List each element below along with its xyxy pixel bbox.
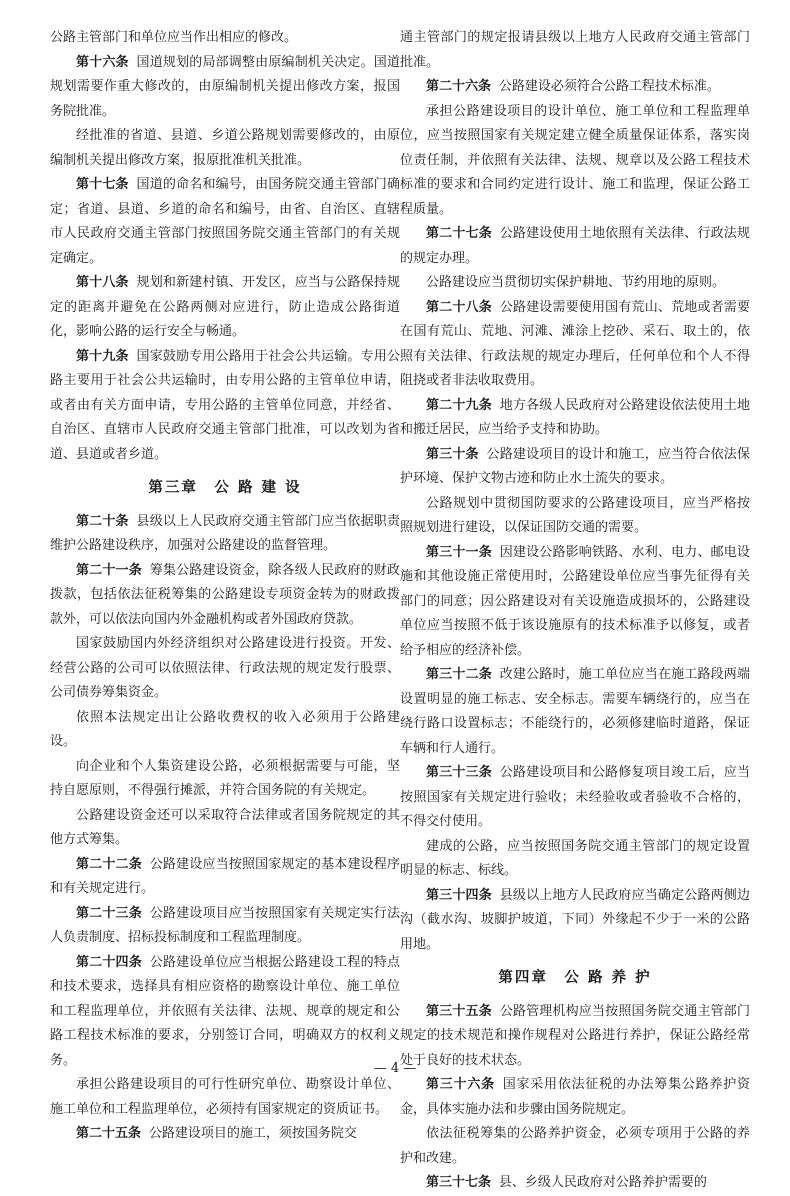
article-number: 第三十五条: [426, 1003, 492, 1019]
article-number: 第十九条: [76, 348, 129, 364]
article-text: 公路建设项目的施工，须按国务院交: [148, 1126, 357, 1141]
article-number: 第十八条: [76, 275, 129, 290]
article-text: 改建公路时，施工单位应当在施工路段两端设置明显的施工标志、安全标志。需要车辆绕行的，应当在绕行路口设置标志；不能绕行的，必须修建临时道路，保证车辆和行人通行。: [400, 667, 750, 756]
article-34: [400, 884, 750, 958]
article-number: 第二十五条: [76, 1126, 142, 1141]
article-31: [400, 541, 750, 664]
article-number: 第十七条: [76, 177, 129, 192]
paragraph: 通主管部门的规定报请县级以上地方人民政府交通主管部门批准。: [400, 30, 750, 70]
article-text: 公路建设使用土地依照有关法律、行政法规的规定办理。: [400, 226, 750, 266]
article-number: 第二十六条: [426, 79, 492, 94]
paragraph: 承担公路建设项目的设计单位、施工单位和工程监理单位，应当按照国家有关规定建立健全质量保证体系，落实岗位责任制，并依照有关法律、法规、规章以及公路工程技术标准的要求和合同约定进行设计、施工和监理，保证公路工程质量。: [400, 103, 750, 217]
paragraph: 向企业和个人集资建设公路，必须根据需要与可能，坚持自愿原则，不得强行摊派，并符合国务院的有关规定。: [50, 758, 400, 798]
page-number: — 4 —: [373, 1061, 417, 1076]
right-column: [400, 26, 750, 1196]
chapter-heading: 第四章 公 路 养 护: [498, 970, 652, 986]
article-text: 筹集公路建设资金，除各级人民政府的财政拨款，包括依法征税筹集的公路建设专项资金转为的财政拨款外，可以依法向国内外金融机构或者外国政府贷款。: [50, 562, 400, 627]
paragraph: 公路主管部门和单位应当作出相应的修改。: [50, 30, 298, 45]
article-text: 县级以上地方人民政府应当确定公路两侧边沟（截水沟、坡脚护坡道，下同）外缘起不少于一米的公路用地。: [400, 887, 750, 952]
article-17: [50, 173, 400, 271]
article-number: 第二十条: [76, 513, 129, 529]
paragraph: 国家鼓励国内外经济组织对公路建设进行投资。开发、经营公路的公司可以依照法律、行政法规的规定发行股票、公司债券筹集资金。: [50, 636, 400, 700]
paragraph: 依照本法规定出让公路收费权的收入必须用于公路建设。: [50, 709, 400, 749]
article-25: [50, 1122, 400, 1147]
paragraph: 公路建设应当贯彻切实保护耕地、节约用地的原则。: [426, 275, 726, 290]
article-number: 第二十七条: [426, 226, 492, 241]
article-text: 公路建设需要使用国有荒山、荒地或者需要在国有荒山、荒地、河滩、滩涂上挖砂、采石、取土的，依照有关法律、行政法规的规定办理后，任何单位和个人不得阻挠或者非法收取费用。: [400, 299, 750, 388]
article-text: 规划和新建村镇、开发区，应当与公路保持规定的距离并避免在公路两侧对应进行，防止造成公路街道化，影响公路的运行安全与畅通。: [50, 275, 400, 339]
article-text: 公路建设应当按照国家规定的基本建设程序和有关规定进行。: [50, 856, 400, 896]
article-21: [50, 559, 400, 633]
article-text: 公路建设单位应当根据公路建设工程的特点和技术要求，选择具有相应资格的勘察设计单位、施工单位和工程监理单位，并依照有关法律、法规、规章的规定和公路工程技术标准的要求，分别签订合同，明确双方的权利义务。: [50, 954, 400, 1068]
article-number: 第二十八条: [426, 299, 492, 315]
article-27: [400, 222, 750, 271]
article-text: 县级以上人民政府交通主管部门应当依据职责维护公路建设秩序，加强对公路建设的监督管理。: [50, 513, 400, 553]
article-number: 第三十七条: [426, 1175, 492, 1190]
chapter-heading: 第三章 公 路 建 设: [148, 480, 302, 496]
article-19: [50, 345, 400, 468]
article-number: 第二十二条: [76, 856, 142, 872]
article-text: 国道规划的局部调整由原编制机关决定。国道规划需要作重大修改的，由原编制机关提出修改方案，报国务院批准。: [50, 54, 400, 119]
article-number: 第三十条: [426, 446, 479, 462]
article-20: [50, 510, 400, 559]
article-number: 第二十三条: [76, 905, 142, 921]
article-number: 第三十六条: [426, 1077, 495, 1092]
article-36: [400, 1073, 750, 1122]
article-text: 公路建设项目的设计和施工，应当符合依法保护环境、保护文物古迹和防止水土流失的要求。: [400, 446, 750, 486]
article-28: [400, 296, 750, 394]
article-number: 第三十四条: [426, 887, 492, 903]
article-32: [400, 663, 750, 761]
article-number: 第二十九条: [426, 397, 492, 413]
article-29: [400, 394, 750, 443]
paragraph: 经批准的省道、县道、乡道公路规划需要修改的，由原编制机关提出修改方案，报原批准机关批准。: [50, 128, 400, 168]
article-number: 第三十三条: [426, 765, 492, 780]
article-number: 第二十四条: [76, 954, 142, 970]
article-37: [400, 1171, 750, 1196]
article-24: [50, 951, 400, 1074]
left-column: [50, 26, 400, 1147]
paragraph: 依法征税筹集的公路养护资金，必须专项用于公路的养护和改建。: [400, 1126, 750, 1166]
article-26: [400, 75, 750, 100]
article-text: 公路建设必须符合公路工程技术标准。: [498, 79, 720, 94]
paragraph: 承担公路建设项目的可行性研究单位、勘察设计单位、施工单位和工程监理单位，必须持有国家规定的资质证书。: [50, 1077, 400, 1117]
paragraph: 公路建设资金还可以采取符合法律或者国务院规定的其他方式筹集。: [50, 807, 400, 847]
article-16: [50, 51, 400, 125]
article-text: 国家采用依法征税的办法筹集公路养护资金，具体实施办法和步骤由国务院规定。: [400, 1077, 750, 1117]
article-number: 第三十二条: [426, 667, 492, 682]
article-30: [400, 443, 750, 492]
article-text: 因建设公路影响铁路、水利、电力、邮电设施和其他设施正常使用时，公路建设单位应当事先征得有关部门的同意；因公路建设对有关设施造成损坏的，公路建设单位应当按照不低于该设施原有的技术标准予以修复，或者给予相应的经济补偿。: [400, 544, 750, 658]
article-23: [50, 902, 400, 951]
article-text: 县、乡级人民政府对公路养护需要的: [498, 1175, 707, 1190]
paragraph: 公路规划中贯彻国防要求的公路建设项目，应当严格按照规划进行建设，以保证国防交通的需要。: [400, 495, 750, 535]
article-text: 公路建设项目和公路修复项目竣工后，应当按照国家有关规定进行验收；未经验收或者验收不合格的，不得交付使用。: [400, 765, 750, 829]
article-text: 公路管理机构应当按照国务院交通主管部门规定的技术规范和操作规程对公路进行养护，保证公路经常处于良好的技术状态。: [400, 1003, 750, 1068]
article-22: [50, 853, 400, 902]
article-text: 国家鼓励专用公路用于社会公共运输。专用公路主要用于社会公共运输时，由专用公路的主管单位申请，或者由有关方面申请，专用公路的主管单位同意，并经省、自治区、直辖市人民政府交通主管部门批准，可以改划为省道、县道或者乡道。: [50, 348, 400, 462]
article-18: [50, 271, 400, 345]
article-number: 第十六条: [76, 54, 129, 70]
article-text: 国道的命名和编号，由国务院交通主管部门确定；省道、县道、乡道的命名和编号，由省、自治区、直辖市人民政府交通主管部门按照国务院交通主管部门的有关规定确定。: [50, 177, 400, 266]
article-number: 第三十一条: [426, 544, 492, 560]
paragraph: 建成的公路，应当按照国务院交通主管部门的规定设置明显的标志、标线。: [400, 838, 750, 878]
article-number: 第二十一条: [76, 562, 142, 578]
article-text: 公路建设项目应当按照国家有关规定实行法人负责制度、招标投标制度和工程监理制度。: [50, 905, 400, 945]
article-text: 地方各级人民政府对公路建设依法使用土地和搬迁居民，应当给予支持和协助。: [400, 397, 750, 437]
article-33: [400, 761, 750, 835]
